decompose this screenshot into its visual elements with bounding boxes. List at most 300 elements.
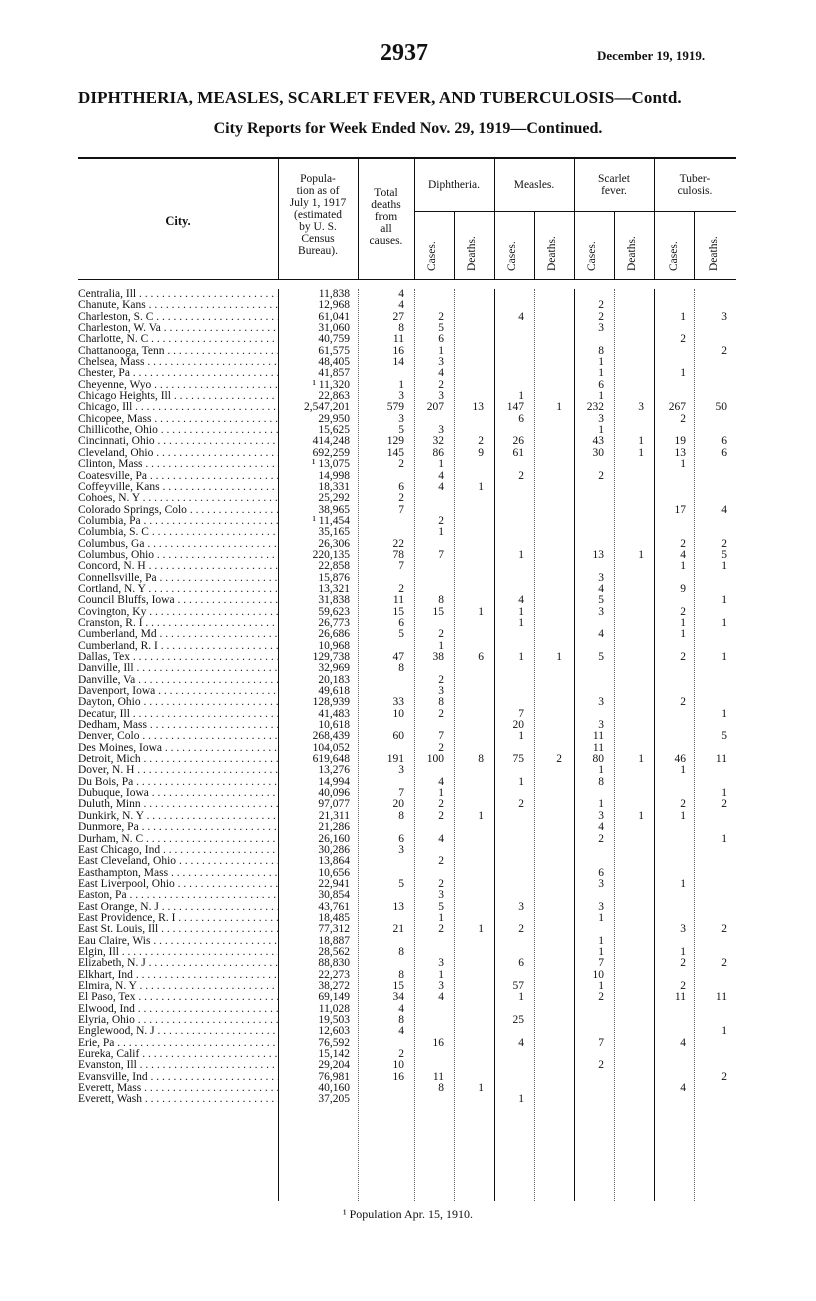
cell-population: 26,160	[318, 832, 350, 845]
cell-population: 26,306	[318, 537, 350, 550]
cell-total-deaths: 5	[398, 877, 404, 890]
city-name: Dubuque, Iowa . . .	[78, 788, 278, 799]
cell-total-deaths: 4	[398, 1025, 404, 1038]
page-number: 2937	[380, 40, 428, 66]
cell-scarlet-cases: 43	[592, 435, 604, 448]
header-measles: Measles.	[513, 179, 555, 191]
cell-tuberculosis-cases: 1	[680, 560, 686, 573]
cell-population: 128,939	[312, 696, 350, 709]
cell-population: 13,864	[318, 855, 350, 868]
city-name: Dedham, Mass . . .	[78, 720, 278, 731]
cell-scarlet-cases: 1	[598, 945, 604, 958]
cell-population: 22,863	[318, 390, 350, 403]
cell-diphtheria-cases: 86	[432, 446, 444, 459]
table-row	[78, 561, 736, 572]
cell-measles-cases: 2	[518, 798, 524, 811]
header-population: Popula- tion as of July 1, 1917 (estimated by U. S. Census Bureau).	[289, 173, 347, 257]
cell-diphtheria-cases: 4	[438, 469, 444, 482]
table-row	[78, 652, 736, 663]
cell-total-deaths: 10	[392, 707, 404, 720]
table-row	[78, 334, 736, 345]
cell-population: 41,857	[318, 367, 350, 380]
cell-measles-cases: 75	[512, 753, 524, 766]
cell-tuberculosis-deaths: 2	[721, 923, 727, 936]
table-row	[78, 913, 736, 924]
cell-total-deaths: 7	[398, 787, 404, 800]
cell-scarlet-deaths: 1	[638, 548, 644, 561]
city-name: Detroit, Mich . . .	[78, 754, 278, 765]
cell-population: ¹ 11,320	[312, 378, 350, 391]
header-rule	[78, 279, 736, 280]
table-row	[78, 902, 736, 913]
cell-measles-cases: 1	[518, 390, 524, 403]
city-name: Everett, Mass . . .	[78, 1083, 278, 1094]
cell-total-deaths: 78	[392, 548, 404, 561]
cell-scarlet-cases: 4	[598, 628, 604, 641]
cell-scarlet-cases: 5	[598, 594, 604, 607]
table-row	[78, 890, 736, 901]
cell-total-deaths: 8	[398, 1014, 404, 1026]
cell-total-deaths: 3	[398, 390, 404, 403]
cell-population: 22,273	[318, 968, 350, 981]
city-name: East Liverpool, Ohio . . .	[78, 879, 278, 890]
table-body	[78, 289, 736, 1106]
cell-scarlet-cases: 11	[592, 730, 604, 743]
city-name: East Cleveland, Ohio . . .	[78, 856, 278, 867]
cell-scarlet-deaths: 1	[638, 446, 644, 459]
cell-population: 18,485	[318, 911, 350, 924]
header-diphtheria-deaths: Deaths.	[466, 236, 478, 271]
cell-tuberculosis-deaths: 2	[721, 1070, 727, 1083]
table-row	[78, 629, 736, 640]
table-row	[78, 697, 736, 708]
cell-population: 12,968	[318, 299, 350, 312]
cell-scarlet-cases: 1	[598, 390, 604, 403]
city-name: Columbia, Pa . . .	[78, 516, 278, 527]
table-row	[78, 958, 736, 969]
city-name: Columbia, S. C . . .	[78, 527, 278, 538]
cell-tuberculosis-deaths: 1	[721, 594, 727, 607]
table-row	[78, 981, 736, 992]
cell-diphtheria-cases: 1	[438, 458, 444, 471]
cell-population: 12,603	[318, 1025, 350, 1038]
cell-total-deaths: 2	[398, 458, 404, 471]
cell-population: 19,503	[318, 1014, 350, 1026]
cell-total-deaths: 2	[398, 1048, 404, 1061]
city-name: Elmira, N. Y . . .	[78, 981, 278, 992]
cell-population: 43,761	[318, 900, 350, 913]
header-scarlet-fever: Scarlet fever.	[598, 173, 630, 197]
cell-diphtheria-cases: 32	[432, 435, 444, 448]
cell-population: 129,738	[312, 651, 350, 663]
table-row	[78, 493, 736, 504]
city-name: Cumberland, Md . . .	[78, 629, 278, 640]
cell-total-deaths: 3	[398, 843, 404, 856]
cell-population: 61,575	[318, 344, 350, 357]
table-row	[78, 1094, 736, 1105]
city-name: Eau Claire, Wis . . .	[78, 936, 278, 947]
city-name: Columbus, Ga . . .	[78, 539, 278, 550]
cell-tuberculosis-deaths: 50	[715, 401, 727, 414]
city-name: Elwood, Ind . . .	[78, 1004, 278, 1015]
city-name: Council Bluffs, Iowa . . .	[78, 595, 278, 606]
cell-population: 28,562	[318, 945, 350, 958]
cell-total-deaths: 6	[398, 832, 404, 845]
cell-population: 76,981	[318, 1070, 350, 1083]
cell-tuberculosis-deaths: 1	[721, 651, 727, 663]
cell-diphtheria-cases: 3	[438, 390, 444, 403]
cell-diphtheria-cases: 4	[438, 775, 444, 788]
cell-population: 26,773	[318, 616, 350, 629]
cell-diphtheria-cases: 100	[426, 753, 444, 766]
cell-total-deaths: 8	[398, 322, 404, 335]
table-row	[78, 300, 736, 311]
city-name: Evansville, Ind . . .	[78, 1072, 278, 1083]
table-row	[78, 1038, 736, 1049]
table-row	[78, 731, 736, 742]
cell-scarlet-cases: 1	[598, 934, 604, 947]
cell-diphtheria-cases: 4	[438, 367, 444, 380]
city-name: Chicago, Ill . . .	[78, 402, 278, 413]
city-name: Denver, Colo . . .	[78, 731, 278, 742]
table-row	[78, 822, 736, 833]
cell-scarlet-cases: 1	[598, 979, 604, 992]
city-name: Du Bois, Pa . . .	[78, 777, 278, 788]
table-row	[78, 402, 736, 413]
cell-scarlet-deaths: 1	[638, 753, 644, 766]
cell-scarlet-cases: 3	[598, 877, 604, 890]
cell-diphtheria-deaths: 9	[478, 446, 484, 459]
table-row	[78, 368, 736, 379]
city-name: East Chicago, Ind . . .	[78, 845, 278, 856]
city-name: East Orange, N. J . . .	[78, 902, 278, 913]
table-row	[78, 754, 736, 765]
cell-scarlet-deaths: 1	[638, 435, 644, 448]
header-divider	[414, 159, 415, 279]
header-tuberculosis-cases: Cases.	[668, 241, 680, 271]
cell-total-deaths: 13	[392, 900, 404, 913]
header-subrule	[414, 211, 736, 212]
cell-population: 35,165	[318, 526, 350, 539]
cell-diphtheria-cases: 3	[438, 979, 444, 992]
cell-diphtheria-cases: 3	[438, 957, 444, 970]
cell-population: 14,998	[318, 469, 350, 482]
cell-population: 97,077	[318, 798, 350, 811]
page-subtitle: City Reports for Week Ended Nov. 29, 1919—Continued.	[213, 120, 603, 137]
cell-diphtheria-deaths: 1	[478, 480, 484, 493]
cell-scarlet-cases: 3	[598, 322, 604, 335]
table-row	[78, 1004, 736, 1015]
page-date: December 19, 1919.	[597, 48, 706, 63]
cell-diphtheria-deaths: 2	[478, 435, 484, 448]
cell-diphtheria-cases: 3	[438, 889, 444, 902]
city-name: Cohoes, N. Y . . .	[78, 493, 278, 504]
table-row	[78, 607, 736, 618]
cell-total-deaths: 4	[398, 299, 404, 312]
city-name: Clinton, Mass . . .	[78, 459, 278, 470]
cell-total-deaths: 2	[398, 582, 404, 595]
table-row	[78, 312, 736, 323]
cell-measles-cases: 6	[518, 412, 524, 425]
cell-total-deaths: 60	[392, 730, 404, 743]
cell-population: 220,135	[312, 548, 350, 561]
header-divider	[534, 211, 535, 279]
table-row	[78, 1060, 736, 1071]
cell-tuberculosis-deaths: 6	[721, 446, 727, 459]
cell-diphtheria-deaths: 13	[472, 401, 484, 414]
cell-total-deaths: 15	[392, 605, 404, 618]
cell-population: 13,321	[318, 582, 350, 595]
cell-measles-cases: 147	[506, 401, 524, 414]
cell-tuberculosis-deaths: 1	[721, 832, 727, 845]
city-name: Charleston, S. C . . .	[78, 312, 278, 323]
city-name: Cortland, N. Y . . .	[78, 584, 278, 595]
cell-diphtheria-cases: 3	[438, 356, 444, 369]
cell-total-deaths: 8	[398, 968, 404, 981]
cell-diphtheria-cases: 4	[438, 480, 444, 493]
cell-tuberculosis-cases: 2	[680, 537, 686, 550]
city-name: Chanute, Kans . . .	[78, 300, 278, 311]
cell-measles-cases: 2	[518, 469, 524, 482]
table-row	[78, 357, 736, 368]
city-name: Colorado Springs, Colo . . .	[78, 505, 278, 516]
table-row	[78, 856, 736, 867]
cell-population: 10,618	[318, 719, 350, 732]
cell-tuberculosis-deaths: 11	[715, 753, 727, 766]
city-name: Coffeyville, Kans . . .	[78, 482, 278, 493]
cell-diphtheria-cases: 38	[432, 651, 444, 663]
cell-population: 29,204	[318, 1059, 350, 1072]
city-name: Chicago Heights, Ill . . .	[78, 391, 278, 402]
cell-tuberculosis-deaths: 11	[715, 991, 727, 1004]
cell-population: 13,276	[318, 764, 350, 777]
cell-population: 26,686	[318, 628, 350, 641]
cell-scarlet-cases: 1	[598, 798, 604, 811]
cell-measles-cases: 1	[518, 1093, 524, 1106]
cell-diphtheria-cases: 2	[438, 628, 444, 641]
cell-measles-cases: 26	[512, 435, 524, 448]
city-name: Decatur, Ill . . .	[78, 709, 278, 720]
cell-diphtheria-cases: 8	[438, 1082, 444, 1095]
cell-population: ¹ 11,454	[312, 514, 350, 527]
header-total-deaths: Total deaths from all causes.	[369, 187, 403, 247]
cell-total-deaths: 3	[398, 412, 404, 425]
cell-diphtheria-cases: 11	[432, 1070, 444, 1083]
header-divider	[694, 211, 695, 279]
table-header	[78, 159, 736, 279]
cell-diphtheria-cases: 2	[438, 673, 444, 686]
cell-measles-deaths: 2	[556, 753, 562, 766]
cell-scarlet-cases: 1	[598, 367, 604, 380]
table-row	[78, 1049, 736, 1060]
cell-scarlet-cases: 5	[598, 651, 604, 663]
cell-total-deaths: 5	[398, 424, 404, 437]
table-row	[78, 709, 736, 720]
cell-tuberculosis-cases: 2	[680, 696, 686, 709]
cell-diphtheria-cases: 2	[438, 741, 444, 754]
cell-tuberculosis-cases: 1	[680, 458, 686, 471]
table-row	[78, 811, 736, 822]
cell-population: 48,405	[318, 356, 350, 369]
cell-tuberculosis-deaths: 1	[721, 787, 727, 800]
city-name: Everett, Wash . . .	[78, 1094, 278, 1105]
table-row	[78, 765, 736, 776]
cell-measles-cases: 1	[518, 616, 524, 629]
cell-diphtheria-cases: 2	[438, 798, 444, 811]
city-name: Danville, Va . . .	[78, 675, 278, 686]
city-name: Cheyenne, Wyo . . .	[78, 380, 278, 391]
cell-scarlet-cases: 2	[598, 832, 604, 845]
cell-tuberculosis-cases: 2	[680, 979, 686, 992]
cell-tuberculosis-deaths: 2	[721, 957, 727, 970]
cell-diphtheria-cases: 1	[438, 968, 444, 981]
table-row	[78, 516, 736, 527]
page-title: DIPHTHERIA, MEASLES, SCARLET FEVER, AND TUBERCULOSIS—Contd.	[78, 88, 682, 107]
cell-tuberculosis-deaths: 1	[721, 1025, 727, 1038]
header-measles-deaths: Deaths.	[546, 236, 558, 271]
cell-scarlet-cases: 11	[592, 741, 604, 754]
cell-diphtheria-cases: 5	[438, 900, 444, 913]
cell-diphtheria-cases: 1	[438, 526, 444, 539]
cell-scarlet-cases: 10	[592, 968, 604, 981]
cell-tuberculosis-cases: 267	[668, 401, 686, 414]
cell-tuberculosis-cases: 4	[680, 1082, 686, 1095]
city-name: East Providence, R. I . . .	[78, 913, 278, 924]
cell-diphtheria-cases: 4	[438, 832, 444, 845]
table-row	[78, 323, 736, 334]
cell-total-deaths: 5	[398, 628, 404, 641]
city-name: Dallas, Tex . . .	[78, 652, 278, 663]
city-name: Des Moines, Iowa . . .	[78, 743, 278, 754]
cell-scarlet-cases: 30	[592, 446, 604, 459]
header-diphtheria-cases: Cases.	[426, 241, 438, 271]
cell-total-deaths: 20	[392, 798, 404, 811]
cell-scarlet-cases: 4	[598, 821, 604, 834]
cell-scarlet-cases: 7	[598, 957, 604, 970]
cell-total-deaths: 8	[398, 662, 404, 675]
cell-diphtheria-cases: 2	[438, 707, 444, 720]
city-name: Cumberland, R. I . . .	[78, 641, 278, 652]
header-divider	[454, 211, 455, 279]
cell-scarlet-cases: 4	[598, 582, 604, 595]
table-row	[78, 992, 736, 1003]
header-scarlet-cases: Cases.	[586, 241, 598, 271]
cell-total-deaths: 1	[398, 378, 404, 391]
cell-population: 104,052	[312, 741, 350, 754]
table-row	[78, 970, 736, 981]
cell-population: 77,312	[318, 923, 350, 936]
table-row	[78, 618, 736, 629]
table-row	[78, 720, 736, 731]
city-name: Eureka, Calif . . .	[78, 1049, 278, 1060]
city-name: Danville, Ill . . .	[78, 663, 278, 674]
cell-diphtheria-deaths: 8	[478, 753, 484, 766]
cell-measles-cases: 1	[518, 605, 524, 618]
table-row	[78, 448, 736, 459]
cell-population: 88,830	[318, 957, 350, 970]
cell-measles-cases: 1	[518, 548, 524, 561]
cell-scarlet-cases: 232	[586, 401, 604, 414]
cell-tuberculosis-cases: 2	[680, 412, 686, 425]
cell-diphtheria-cases: 7	[438, 730, 444, 743]
table-row	[78, 505, 736, 516]
cell-total-deaths: 11	[392, 333, 404, 346]
cell-population: 268,439	[312, 730, 350, 743]
cell-scarlet-cases: 3	[598, 900, 604, 913]
table-row	[78, 471, 736, 482]
cell-diphtheria-cases: 5	[438, 322, 444, 335]
cell-diphtheria-cases: 2	[438, 855, 444, 868]
cell-tuberculosis-cases: 1	[680, 809, 686, 822]
cell-diphtheria-deaths: 1	[478, 605, 484, 618]
cell-population: 15,876	[318, 571, 350, 584]
cell-total-deaths: 145	[386, 446, 404, 459]
city-name: Coatesville, Pa . . .	[78, 471, 278, 482]
cell-tuberculosis-cases: 46	[674, 753, 686, 766]
cell-tuberculosis-cases: 1	[680, 945, 686, 958]
cell-measles-deaths: 1	[556, 401, 562, 414]
cell-tuberculosis-cases: 2	[680, 957, 686, 970]
city-name: Chillicothe, Ohio . . .	[78, 425, 278, 436]
city-name: Elyria, Ohio . . .	[78, 1015, 278, 1026]
cell-total-deaths: 47	[392, 651, 404, 663]
table-row	[78, 414, 736, 425]
cell-scarlet-cases: 3	[598, 571, 604, 584]
cell-diphtheria-cases: 1	[438, 639, 444, 652]
city-name: Chicopee, Mass . . .	[78, 414, 278, 425]
cell-population: 22,858	[318, 560, 350, 573]
header-scarlet-deaths: Deaths.	[626, 236, 638, 271]
cell-population: 59,623	[318, 605, 350, 618]
cell-diphtheria-deaths: 1	[478, 1082, 484, 1095]
cell-total-deaths: 191	[386, 753, 404, 766]
cell-diphtheria-deaths: 1	[478, 923, 484, 936]
cell-tuberculosis-cases: 9	[680, 582, 686, 595]
cell-scarlet-cases: 80	[592, 753, 604, 766]
table-row	[78, 788, 736, 799]
city-name: Charleston, W. Va . . .	[78, 323, 278, 334]
cell-population: 41,483	[318, 707, 350, 720]
table-row	[78, 550, 736, 561]
header-measles-cases: Cases.	[506, 241, 518, 271]
cell-total-deaths: 15	[392, 979, 404, 992]
cell-tuberculosis-cases: 3	[680, 923, 686, 936]
footnote: ¹ Population Apr. 15, 1910.	[343, 1207, 473, 1221]
cell-scarlet-cases: 2	[598, 299, 604, 312]
cell-population: 25,292	[318, 492, 350, 505]
cell-tuberculosis-deaths: 1	[721, 707, 727, 720]
cell-scarlet-cases: 13	[592, 548, 604, 561]
table-row	[78, 936, 736, 947]
table-row	[78, 289, 736, 300]
cell-tuberculosis-cases: 4	[680, 1036, 686, 1049]
cell-tuberculosis-deaths: 4	[721, 503, 727, 516]
cell-diphtheria-deaths: 1	[478, 809, 484, 822]
cell-tuberculosis-cases: 19	[674, 435, 686, 448]
cell-population: 69,149	[318, 991, 350, 1004]
header-divider	[494, 159, 495, 279]
city-name: Cleveland, Ohio . . .	[78, 448, 278, 459]
cell-tuberculosis-cases: 2	[680, 605, 686, 618]
cell-total-deaths: 27	[392, 310, 404, 323]
table-row	[78, 1083, 736, 1094]
cell-tuberculosis-deaths: 5	[721, 548, 727, 561]
cell-total-deaths: 10	[392, 1059, 404, 1072]
header-city: City.	[165, 214, 191, 228]
cell-population: 11,028	[318, 1002, 350, 1015]
cell-population: 32,969	[318, 662, 350, 675]
cell-population: 38,272	[318, 979, 350, 992]
